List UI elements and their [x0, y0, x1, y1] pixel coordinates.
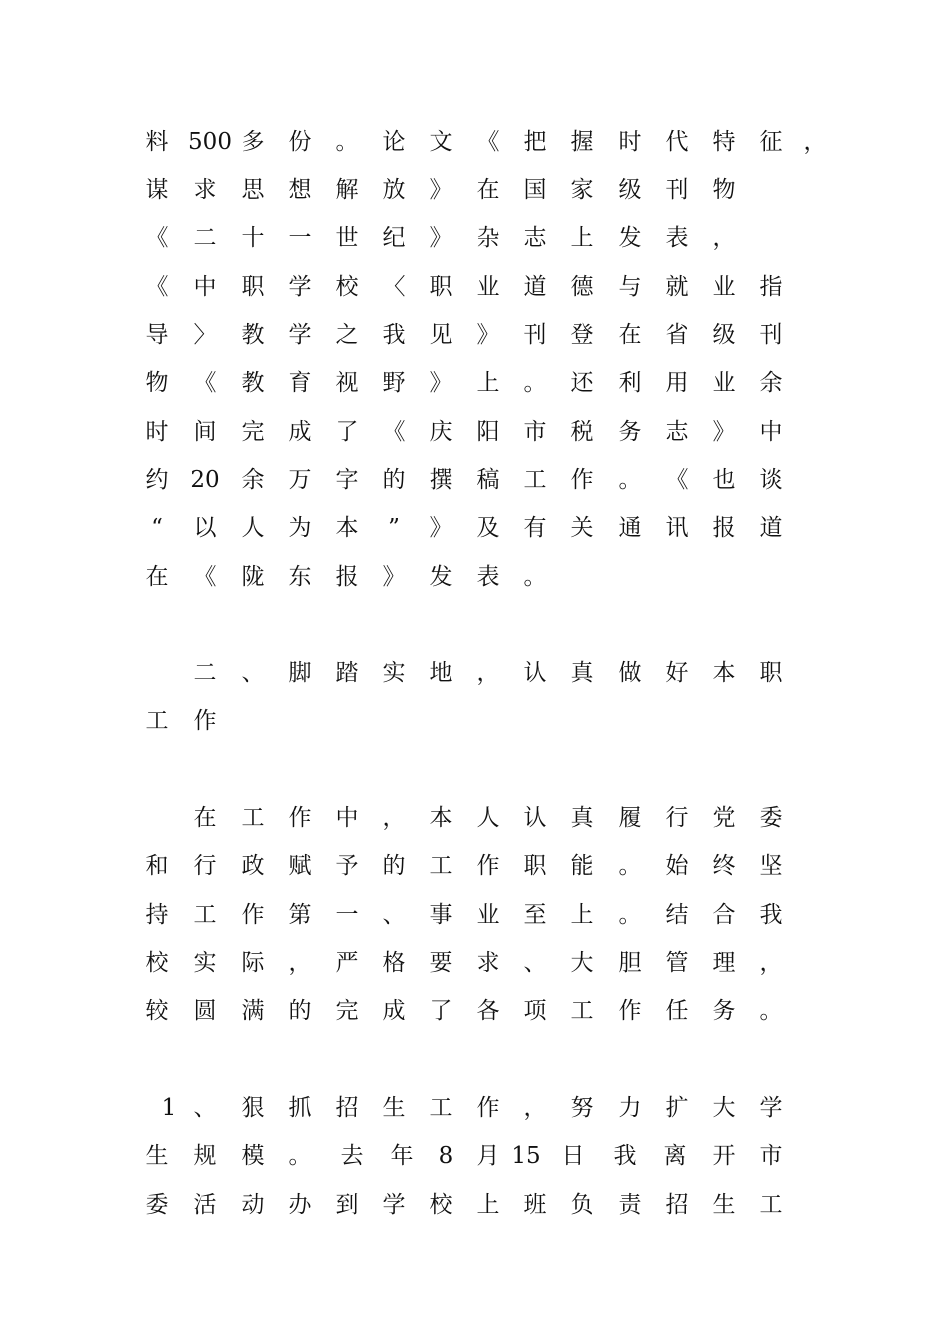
- text-glyph: 《: [145, 225, 169, 251]
- text-glyph: 刊: [523, 322, 547, 348]
- text-glyph: 我: [759, 902, 783, 928]
- text-glyph: 导: [145, 322, 169, 348]
- text-glyph: 志: [523, 225, 547, 251]
- text-glyph: 《: [382, 419, 406, 445]
- text-line: [0, 465, 950, 513]
- text-glyph: 工: [523, 467, 547, 493]
- text-glyph: 料: [145, 129, 169, 155]
- text-glyph: 报: [712, 515, 736, 541]
- text-glyph: 《: [476, 129, 500, 155]
- text-glyph: 。: [618, 853, 642, 879]
- text-glyph: 活: [193, 1192, 217, 1218]
- text-glyph: 去: [340, 1143, 364, 1169]
- text-glyph: 我: [382, 322, 406, 348]
- text-glyph: 市: [759, 1143, 783, 1169]
- text-glyph: 野: [382, 370, 406, 396]
- text-glyph: 征: [759, 129, 783, 155]
- text-glyph: 、: [241, 660, 265, 686]
- text-glyph: 市: [523, 419, 547, 445]
- text-glyph: 好: [665, 660, 689, 686]
- text-glyph: 日: [561, 1143, 585, 1169]
- text-glyph: 事: [429, 902, 453, 928]
- text-glyph: 20: [190, 467, 220, 493]
- text-glyph: 省: [665, 322, 689, 348]
- text-glyph: 管: [665, 950, 689, 976]
- text-glyph: 道: [523, 274, 547, 300]
- text-glyph: 育: [288, 370, 312, 396]
- text-glyph: 招: [335, 1095, 359, 1121]
- text-glyph: “: [151, 515, 163, 541]
- text-glyph: 指: [759, 274, 783, 300]
- text-glyph: 成: [382, 998, 406, 1024]
- text-glyph: 至: [523, 902, 547, 928]
- text-glyph: 。: [288, 1143, 312, 1169]
- text-glyph: 、: [382, 902, 406, 928]
- text-glyph: 作: [288, 805, 312, 831]
- text-glyph: 《: [665, 467, 689, 493]
- text-glyph: ”: [388, 515, 400, 541]
- text-glyph: ，: [476, 660, 500, 686]
- text-glyph: 关: [570, 515, 594, 541]
- text-glyph: 阳: [476, 419, 500, 445]
- text-glyph: 以: [193, 515, 217, 541]
- text-glyph: 志: [665, 419, 689, 445]
- text-glyph: 中: [759, 419, 783, 445]
- text-glyph: 生: [382, 1095, 406, 1121]
- text-glyph: 本: [712, 660, 736, 686]
- text-glyph: 在: [618, 322, 642, 348]
- text-glyph: 稿: [476, 467, 500, 493]
- text-glyph: 任: [665, 998, 689, 1024]
- text-glyph: 校: [335, 274, 359, 300]
- text-glyph: 作: [476, 853, 500, 879]
- text-glyph: 工: [429, 853, 453, 879]
- text-glyph: 。: [523, 370, 547, 396]
- text-glyph: 教: [241, 322, 265, 348]
- text-glyph: 动: [241, 1192, 265, 1218]
- text-glyph: 完: [335, 998, 359, 1024]
- text-glyph: 职: [429, 274, 453, 300]
- text-glyph: 大: [570, 950, 594, 976]
- text-glyph: 业: [476, 902, 500, 928]
- text-glyph: 1: [161, 1095, 177, 1121]
- text-glyph: 多: [241, 129, 265, 155]
- text-glyph: 大: [712, 1095, 736, 1121]
- text-glyph: 生: [145, 1143, 169, 1169]
- text-glyph: 负: [570, 1192, 594, 1218]
- text-glyph: 学: [288, 322, 312, 348]
- text-glyph: 的: [382, 467, 406, 493]
- text-glyph: 有: [523, 515, 547, 541]
- text-glyph: 政: [241, 853, 265, 879]
- text-glyph: 班: [523, 1192, 547, 1218]
- text-glyph: 各: [476, 998, 500, 1024]
- text-glyph: 放: [382, 177, 406, 203]
- text-glyph: 》: [429, 177, 453, 203]
- text-glyph: 行: [193, 853, 217, 879]
- text-glyph: 及: [476, 515, 500, 541]
- text-glyph: 谈: [759, 467, 783, 493]
- text-glyph: 离: [663, 1143, 687, 1169]
- text-line: [0, 948, 950, 996]
- text-line: [0, 1093, 950, 1141]
- text-glyph: 工: [759, 1192, 783, 1218]
- text-glyph: 工: [145, 708, 169, 734]
- text-glyph: 发: [618, 225, 642, 251]
- text-line: [0, 900, 950, 948]
- text-glyph: 作: [476, 1095, 500, 1121]
- text-glyph: 工: [241, 805, 265, 831]
- text-glyph: 业: [712, 274, 736, 300]
- text-glyph: 职: [241, 274, 265, 300]
- text-glyph: 家: [570, 177, 594, 203]
- text-glyph: 项: [523, 998, 547, 1024]
- text-glyph: 间: [193, 419, 217, 445]
- text-glyph: 本: [429, 805, 453, 831]
- text-glyph: 工: [570, 998, 594, 1024]
- text-line: [0, 562, 950, 610]
- text-glyph: 登: [570, 322, 594, 348]
- text-glyph: 本: [335, 515, 359, 541]
- text-glyph: 做: [618, 660, 642, 686]
- text-glyph: 合: [712, 902, 736, 928]
- text-glyph: 中: [335, 805, 359, 831]
- text-glyph: 发: [429, 564, 453, 590]
- text-glyph: 持: [145, 902, 169, 928]
- text-line: [0, 1141, 950, 1189]
- text-glyph: 杂: [476, 225, 500, 251]
- text-glyph: 人: [241, 515, 265, 541]
- text-glyph: 月: [476, 1143, 500, 1169]
- text-glyph: 认: [523, 660, 547, 686]
- text-glyph: 上: [570, 902, 594, 928]
- text-glyph: 上: [476, 1192, 500, 1218]
- text-glyph: 》: [429, 515, 453, 541]
- text-glyph: 特: [712, 129, 736, 155]
- text-glyph: 》: [429, 370, 453, 396]
- text-glyph: 力: [618, 1095, 642, 1121]
- text-glyph: 求: [476, 950, 500, 976]
- text-line: [0, 272, 950, 320]
- text-line: [0, 320, 950, 368]
- text-glyph: 务: [618, 419, 642, 445]
- text-glyph: 党: [712, 805, 736, 831]
- text-line: [0, 706, 950, 754]
- text-glyph: 庆: [429, 419, 453, 445]
- text-glyph: 作: [618, 998, 642, 1024]
- text-glyph: 人: [476, 805, 500, 831]
- text-glyph: 15: [511, 1143, 541, 1169]
- text-glyph: 求: [193, 177, 217, 203]
- text-line: [0, 175, 950, 223]
- text-glyph: 一: [335, 902, 359, 928]
- text-glyph: 业: [476, 274, 500, 300]
- text-glyph: 理: [712, 950, 736, 976]
- text-line: [0, 368, 950, 416]
- text-glyph: 校: [145, 950, 169, 976]
- text-glyph: ，: [288, 950, 312, 976]
- text-glyph: 握: [570, 129, 594, 155]
- text-glyph: 。: [335, 129, 359, 155]
- text-glyph: 》: [712, 419, 736, 445]
- text-line: [0, 1190, 950, 1238]
- text-glyph: 地: [429, 660, 453, 686]
- text-glyph: 与: [618, 274, 642, 300]
- text-glyph: 万: [288, 467, 312, 493]
- text-glyph: 想: [288, 177, 312, 203]
- text-glyph: 踏: [335, 660, 359, 686]
- text-glyph: 表: [476, 564, 500, 590]
- text-glyph: 作: [193, 708, 217, 734]
- text-glyph: 字: [335, 467, 359, 493]
- text-glyph: 抓: [288, 1095, 312, 1121]
- text-glyph: 国: [523, 177, 547, 203]
- text-glyph: 思: [241, 177, 265, 203]
- text-glyph: 了: [429, 998, 453, 1024]
- text-line: [0, 223, 950, 271]
- text-glyph: 完: [241, 419, 265, 445]
- text-glyph: 代: [665, 129, 689, 155]
- text-glyph: 纪: [382, 225, 406, 251]
- text-glyph: 际: [241, 950, 265, 976]
- text-glyph: 年: [390, 1143, 414, 1169]
- text-glyph: 校: [429, 1192, 453, 1218]
- text-glyph: 德: [570, 274, 594, 300]
- text-glyph: 文: [429, 129, 453, 155]
- text-glyph: 上: [476, 370, 500, 396]
- text-glyph: 实: [382, 660, 406, 686]
- text-glyph: 职: [523, 853, 547, 879]
- text-glyph: 务: [712, 998, 736, 1024]
- text-glyph: 的: [288, 998, 312, 1024]
- text-glyph: 解: [335, 177, 359, 203]
- text-glyph: 500: [188, 129, 232, 155]
- text-glyph: 。: [618, 902, 642, 928]
- text-glyph: 工: [429, 1095, 453, 1121]
- text-glyph: 履: [618, 805, 642, 831]
- text-glyph: 结: [665, 902, 689, 928]
- text-glyph: 刊: [665, 177, 689, 203]
- text-glyph: 。: [523, 564, 547, 590]
- text-glyph: 利: [618, 370, 642, 396]
- text-glyph: 圆: [193, 998, 217, 1024]
- text-glyph: 、: [523, 950, 547, 976]
- text-glyph: 真: [570, 805, 594, 831]
- text-glyph: 中: [193, 274, 217, 300]
- text-line: [0, 803, 950, 851]
- text-glyph: 通: [618, 515, 642, 541]
- text-glyph: 讯: [665, 515, 689, 541]
- text-glyph: 为: [288, 515, 312, 541]
- text-glyph: ，: [523, 1095, 547, 1121]
- text-glyph: 脚: [288, 660, 312, 686]
- text-glyph: 始: [665, 853, 689, 879]
- text-glyph: 格: [382, 950, 406, 976]
- text-glyph: 终: [712, 853, 736, 879]
- text-glyph: 还: [570, 370, 594, 396]
- text-glyph: 扩: [665, 1095, 689, 1121]
- text-glyph: 余: [759, 370, 783, 396]
- text-glyph: 8: [438, 1143, 454, 1169]
- text-glyph: 我: [613, 1143, 637, 1169]
- text-glyph: 》: [429, 225, 453, 251]
- text-glyph: 认: [523, 805, 547, 831]
- text-glyph: 实: [193, 950, 217, 976]
- text-glyph: 视: [335, 370, 359, 396]
- text-line: [0, 996, 950, 1044]
- text-glyph: 坚: [759, 853, 783, 879]
- text-glyph: 》: [476, 322, 500, 348]
- text-line: [0, 513, 950, 561]
- text-glyph: 》: [382, 564, 406, 590]
- text-glyph: 时: [618, 129, 642, 155]
- text-glyph: 。: [759, 998, 783, 1024]
- text-glyph: 学: [288, 274, 312, 300]
- text-glyph: 余: [241, 467, 265, 493]
- text-glyph: 级: [712, 322, 736, 348]
- text-glyph: 委: [759, 805, 783, 831]
- text-glyph: 的: [382, 853, 406, 879]
- text-glyph: 就: [665, 274, 689, 300]
- text-glyph: ，: [712, 225, 736, 251]
- text-glyph: 物: [145, 370, 169, 396]
- text-glyph: 在: [476, 177, 500, 203]
- text-glyph: 《: [193, 370, 217, 396]
- text-glyph: 报: [335, 564, 359, 590]
- text-line: [0, 417, 950, 465]
- text-glyph: 《: [193, 564, 217, 590]
- text-glyph: 。: [618, 467, 642, 493]
- text-glyph: 赋: [288, 853, 312, 879]
- text-glyph: 时: [145, 419, 169, 445]
- text-glyph: 作: [570, 467, 594, 493]
- text-glyph: 责: [618, 1192, 642, 1218]
- text-glyph: 约: [145, 467, 169, 493]
- text-glyph: 上: [570, 225, 594, 251]
- text-glyph: 份: [288, 129, 312, 155]
- text-glyph: 了: [335, 419, 359, 445]
- text-glyph: 严: [335, 950, 359, 976]
- text-glyph: 一: [288, 225, 312, 251]
- text-glyph: 成: [288, 419, 312, 445]
- text-glyph: 二: [193, 225, 217, 251]
- text-glyph: 用: [665, 370, 689, 396]
- text-glyph: 之: [335, 322, 359, 348]
- text-glyph: 要: [429, 950, 453, 976]
- text-glyph: 〈: [382, 274, 406, 300]
- text-glyph: 物: [712, 177, 736, 203]
- text-glyph: 教: [241, 370, 265, 396]
- text-glyph: 〉: [193, 322, 217, 348]
- text-glyph: 到: [335, 1192, 359, 1218]
- text-glyph: 刊: [759, 322, 783, 348]
- text-glyph: 在: [193, 805, 217, 831]
- text-glyph: 、: [193, 1095, 217, 1121]
- text-glyph: 较: [145, 998, 169, 1024]
- text-glyph: 十: [241, 225, 265, 251]
- text-line: [0, 127, 950, 175]
- text-glyph: ，: [382, 805, 406, 831]
- text-glyph: 努: [570, 1095, 594, 1121]
- text-glyph: 职: [759, 660, 783, 686]
- text-glyph: 表: [665, 225, 689, 251]
- text-glyph: 二: [193, 660, 217, 686]
- text-glyph: 道: [759, 515, 783, 541]
- text-glyph: 开: [712, 1143, 736, 1169]
- text-glyph: 世: [335, 225, 359, 251]
- text-glyph: 生: [712, 1192, 736, 1218]
- text-glyph: ，: [759, 950, 783, 976]
- text-glyph: 业: [712, 370, 736, 396]
- text-glyph: 在: [145, 564, 169, 590]
- text-glyph: 模: [241, 1143, 265, 1169]
- text-glyph: 满: [241, 998, 265, 1024]
- text-glyph: 行: [665, 805, 689, 831]
- text-line: [0, 658, 950, 706]
- text-glyph: 撰: [429, 467, 453, 493]
- text-glyph: 学: [759, 1095, 783, 1121]
- text-glyph: 予: [335, 853, 359, 879]
- text-glyph: 级: [618, 177, 642, 203]
- text-glyph: 论: [382, 129, 406, 155]
- text-glyph: 委: [145, 1192, 169, 1218]
- text-glyph: 招: [665, 1192, 689, 1218]
- text-glyph: 作: [241, 902, 265, 928]
- text-glyph: 《: [145, 274, 169, 300]
- text-glyph: 税: [570, 419, 594, 445]
- text-glyph: 东: [288, 564, 312, 590]
- text-glyph: 能: [570, 853, 594, 879]
- text-glyph: 见: [429, 322, 453, 348]
- text-glyph: 工: [193, 902, 217, 928]
- text-glyph: 和: [145, 853, 169, 879]
- text-glyph: 规: [193, 1143, 217, 1169]
- text-glyph: 把: [523, 129, 547, 155]
- text-glyph: 陇: [241, 564, 265, 590]
- text-glyph: 真: [570, 660, 594, 686]
- text-glyph: 学: [382, 1192, 406, 1218]
- text-glyph: 胆: [618, 950, 642, 976]
- text-glyph: 也: [712, 467, 736, 493]
- text-glyph: 办: [288, 1192, 312, 1218]
- text-line: [0, 851, 950, 899]
- text-glyph: 第: [288, 902, 312, 928]
- text-glyph: ，: [803, 129, 827, 155]
- text-glyph: 谋: [145, 177, 169, 203]
- text-glyph: 狠: [241, 1095, 265, 1121]
